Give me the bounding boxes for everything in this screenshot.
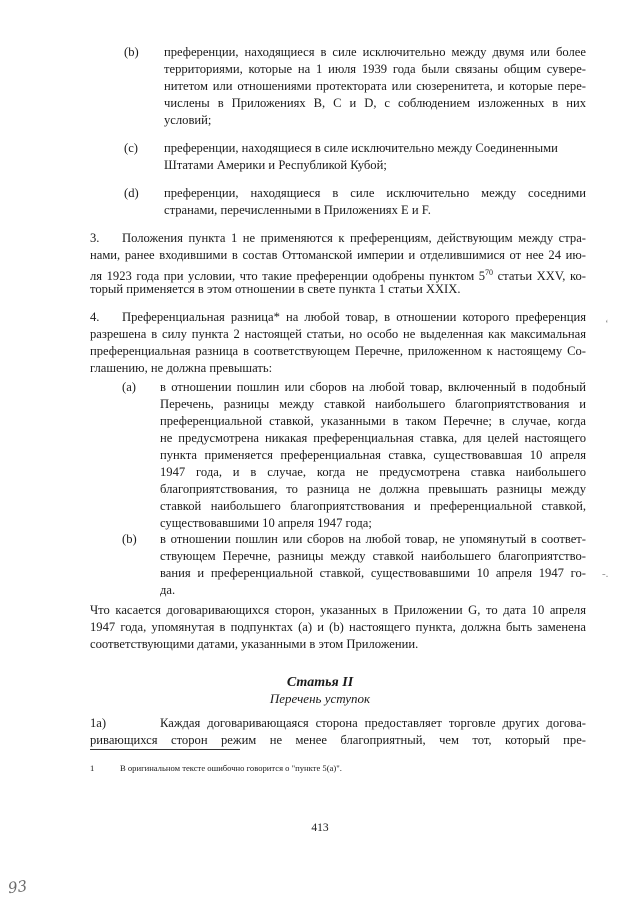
handwritten-page-note: 93 [6,876,29,898]
article-subtitle: Перечень уступок [269,691,371,706]
item-b2-line: да. [160,583,176,597]
item-d-label: (d) [124,186,139,200]
item-b-line: числены в Приложениях В, С и D, с соблюдением изложенных в них [164,96,586,110]
item-c-line: преференции, находящиеся в силе исключительно между Соединенными [164,141,558,155]
para4-line1-start: Преференциальная разница [122,310,274,324]
para1a-line: ривающихся сторон режим не менее благоприятный, чем тот, который пре- [90,733,586,747]
item-c-line: Штатами Америки и Республикой Кубой; [164,158,387,172]
closing-line: Что касается договаривающихся сторон, указанных в Приложении G, то дата 10 апреля [90,603,586,617]
para4-line: преференциальная разница в соответствующем Перечне, приложенном к настоящему Со- [90,344,586,358]
para4-number: 4. [90,310,100,324]
item-b-line: нитетом или отношениями протектората или сюзеренитета, и которые пере- [164,79,586,93]
para3-line3-end: статьи XXV, ко- [493,269,586,284]
footnote-separator [90,749,240,750]
para3-line: торый применяется в этом отношении в свете пункта 1 статьи XXIX. [90,282,461,296]
asterisk-marker: * [273,310,280,324]
item-a-label: (a) [122,380,136,394]
item-a-line: Перечень, разницы между ставкой наибольшего благоприятствования и [160,397,586,411]
item-a-line: существовавшими 10 апреля 1947 года; [160,516,372,530]
para3-line3-start: ля 1923 года при условии, что такие преференции одобрены пунктом 5 [90,269,486,284]
footnote-ref: 70 [485,268,494,277]
footnote-text: В оригинальном тексте ошибочно говорится о "пункте 5(а)". [120,763,342,773]
para3-line: Положения пункта 1 не применяются к преференциям, действующим между стра- [122,231,586,245]
item-b2-line: в отношении пошлин или сборов на любой товар, не упомянутый в соответ- [160,532,586,546]
para4-line: глашению, не должна превышать: [90,361,273,375]
item-c-label: (c) [124,141,138,155]
item-d-line: преференции, находящиеся в силе исключительно между соседними [164,186,586,200]
item-a-line: преференциальной ставкой, указанными в таком Перечне; в случае, когда [160,414,586,428]
para4-line1-end: на любой товар, в отношении которого преференция [279,310,586,324]
footnote-marker: 1 [90,763,95,773]
item-b-label: (b) [124,45,139,59]
margin-mark: ʻ [605,318,609,330]
item-a-line: 1947 года, и в случае, когда не предусмотрена ставка наибольшего [160,465,586,479]
item-b2-label: (b) [122,532,137,546]
item-b2-line: ствующем Перечне, разницы между ставкой наибольшего благоприятство- [160,549,586,563]
item-b2-line: вания и преференциальной ставкой, существовавшими 10 апреля 1947 го- [160,566,586,580]
page-number: 413 [311,822,329,834]
article-title: Статья II [286,675,354,690]
item-a-line: в отношении пошлин или сборов на любой товар, включенный в подобный [160,380,586,394]
item-b-line: территориями, которые на 1 июля 1939 года были связаны общим сувере- [164,62,586,76]
item-d-line: странами, перечисленными в Приложениях Е и F. [164,203,431,217]
para1a-label: 1a) [90,716,107,730]
para3-line: нами, ранее входившими в состав Оттоманской империи и отделившимися от нее 24 ию- [90,248,586,262]
para1a-line: Каждая договаривающаяся сторона предоставляет торговле других договa- [160,716,586,730]
item-a-line: пункта применяется преференциальная ставка, существовавшая 10 апреля [160,448,586,462]
closing-line: соответствующими датами, указанными в этом Приложении. [90,637,419,651]
para4-line [122,309,586,326]
item-a-line: благоприятствования, то разница не должна превышать разницы между [160,482,586,496]
item-a-line: ставкой наибольшего благоприятствования и преференциальной ставкой, [160,499,586,513]
item-b-line: преференции, находящиеся в силе исключительно между двумя или более [164,45,586,59]
margin-mark: -. [602,568,609,580]
para3-number: 3. [90,231,100,245]
item-a-line: не предусмотрена никакая преференциальная ставка, для целей настоящего [160,431,586,445]
item-b-line: условий; [164,113,212,127]
closing-line: 1947 года, упомянутая в подпунктах (а) и (b) настоящего пункта, должна быть заменена [90,620,586,634]
para4-line: разрешена в силу пункта 2 настоящей статьи, но особо не выделенная как максимальная [90,327,586,341]
